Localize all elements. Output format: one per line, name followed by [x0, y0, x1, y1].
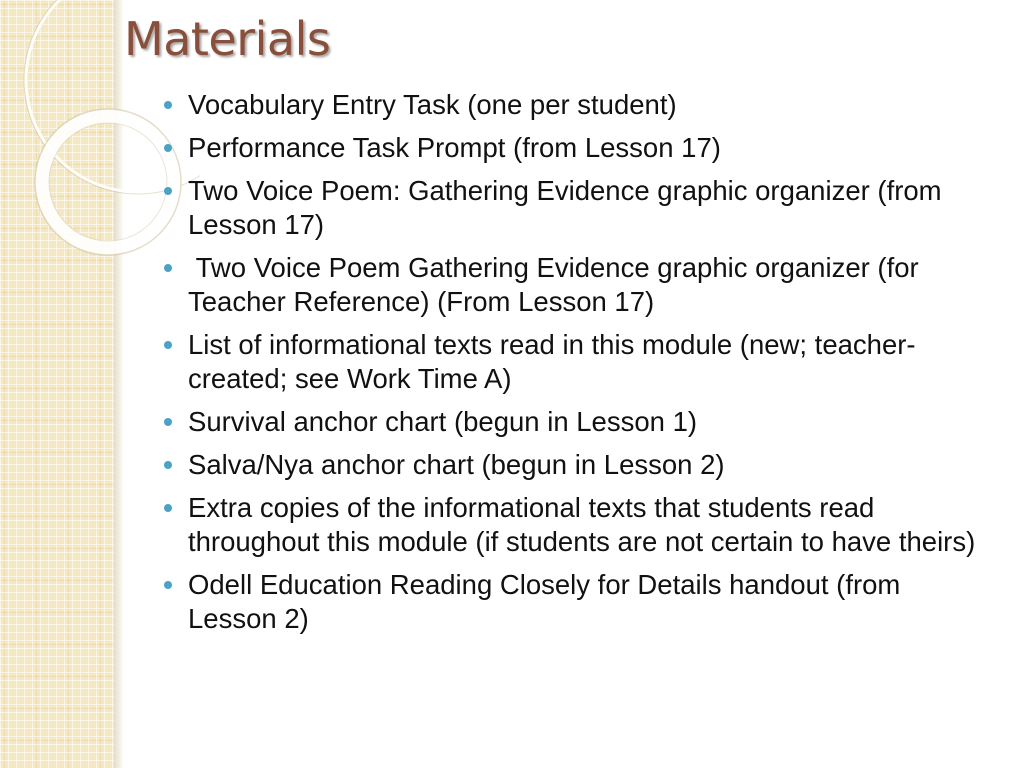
materials-list [160, 88, 990, 645]
list-item [160, 88, 990, 122]
list-item [160, 174, 990, 242]
bullet-icon [164, 504, 172, 512]
list-item-text: List of informational texts read in this module (new; teacher-created; see Work Time A) [188, 329, 916, 394]
list-item-text: Vocabulary Entry Task (one per student) [188, 89, 677, 120]
list-item [160, 448, 990, 482]
list-item-text: Two Voice Poem: Gathering Evidence graphic organizer (from Lesson 17) [188, 175, 942, 240]
list-item [160, 568, 990, 636]
list-item-text: Extra copies of the informational texts that students read throughout this module (if students are not certain to have theirs) [188, 492, 976, 557]
list-item-text: Performance Task Prompt (from Lesson 17) [188, 132, 721, 163]
list-item-text: Two Voice Poem Gathering Evidence graphic organizer (for Teacher Reference) (From Lesson 17) [188, 252, 926, 317]
bullet-icon [164, 144, 172, 152]
bullet-icon [164, 461, 172, 469]
list-item [160, 328, 990, 396]
bullet-icon [164, 187, 172, 195]
list-item-text: Survival anchor chart (begun in Lesson 1) [188, 406, 698, 437]
list-item [160, 405, 990, 439]
bullet-icon [164, 101, 172, 109]
bullet-icon [164, 418, 172, 426]
list-item [160, 251, 990, 319]
bullet-icon [164, 581, 172, 589]
slide-title: Materials [124, 12, 331, 66]
bullet-icon [164, 264, 172, 272]
list-item [160, 131, 990, 165]
bullet-icon [164, 341, 172, 349]
list-item-text: Salva/Nya anchor chart (begun in Lesson 2) [188, 449, 725, 480]
list-item [160, 491, 990, 559]
list-item-text: Odell Education Reading Closely for Details handout (from Lesson 2) [188, 569, 901, 634]
